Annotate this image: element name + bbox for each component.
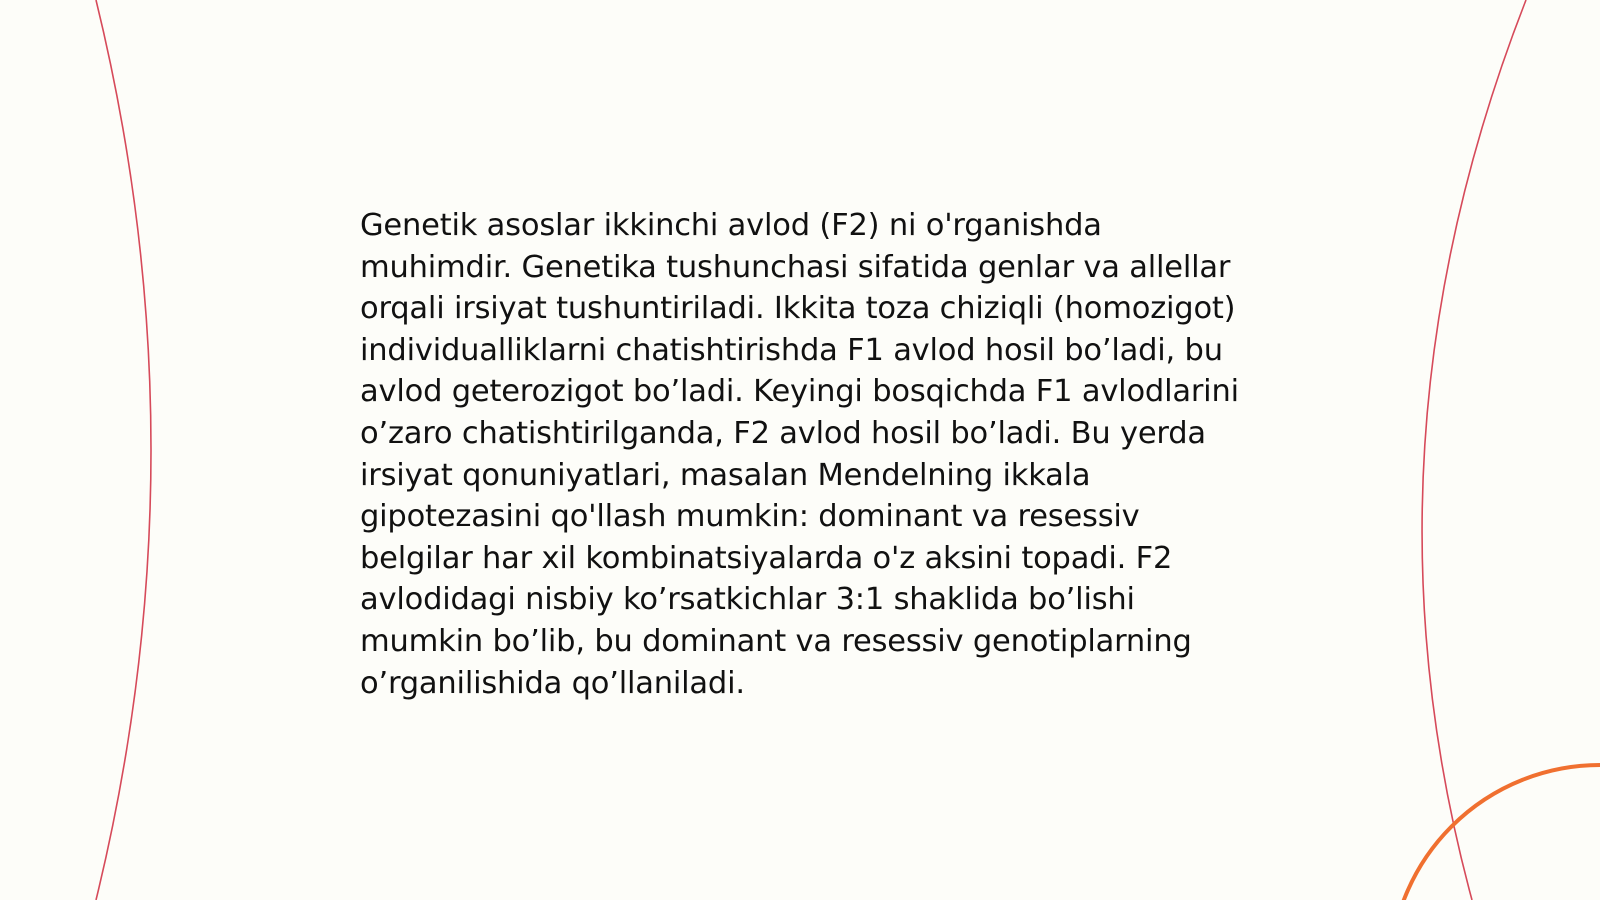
right-curve-line [1422, 0, 1526, 900]
left-curve-line [96, 0, 151, 900]
slide-body-text: Genetik asoslar ikkinchi avlod (F2) ni o'rganishda muhimdir. Genetika tushunchasi sifatida genlar va allellar orqali irsiyat tushuntiriladi. Ikkita toza chiziqli (homozigot) individualliklarni chatishtirishda F1 avlod hosil bo’ladi, bu avlod geterozigot bo’ladi. Keyingi bosqichda F1 avlodlarini o’zaro chatishtirilganda, F2 avlod hosil bo’ladi. Bu yerda irsiyat qonuniyatlari, masalan Mendelning ikkala gipotezasini qo'llash mumkin: dominant va resessiv belgilar har xil kombinatsiyalarda o'z aksini topadi. F2 avlodidagi nisbiy ko’rsatkichlar 3:1 shaklida bo’lishi mumkin bo’lib, bu dominant va resessiv genotiplarning o’rganilishida qo’llaniladi. [360, 208, 1239, 701]
orange-arc [1390, 765, 1600, 900]
